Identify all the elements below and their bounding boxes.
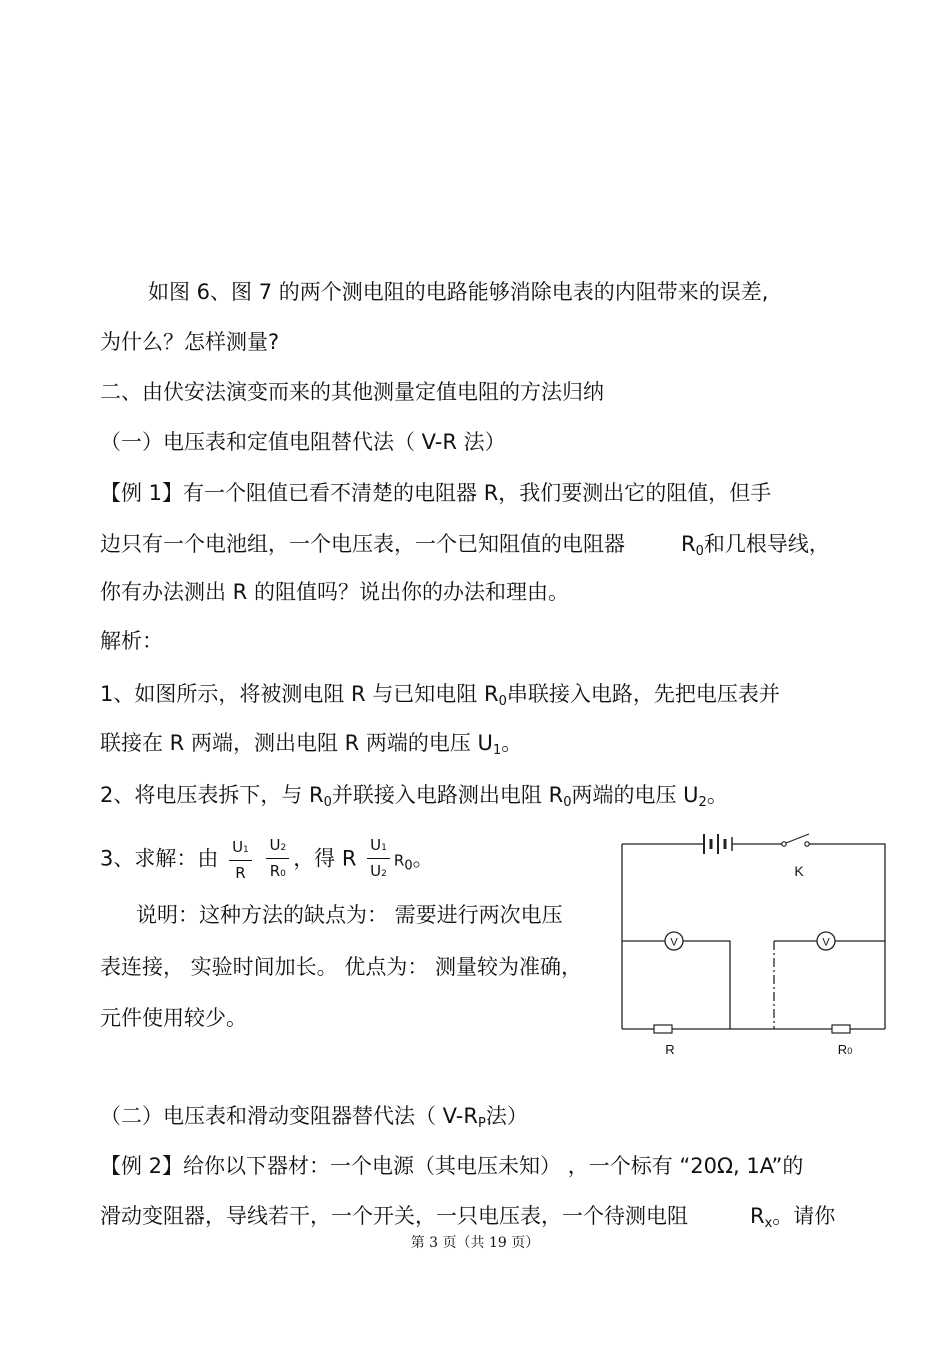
method2-heading: （二）电压表和滑动变阻器替代法（ $V-R_P$法） [100,1104,528,1131]
note-line2: 表连接， 实验时间加长。 优点为： 测量较为准确， [100,955,583,979]
analysis-step2: 2、将电压表拆下，与 $R_0$并联接入电路测出电阻 $R_0$两端的电压 $U_2$。 [100,783,728,810]
resistor-r0-icon [832,1025,850,1033]
battery-icon [704,834,732,854]
analysis-step1-line2: 联接在 R 两端，测出电阻 R 两端的电压 $U_1$。 [100,731,523,758]
example1-line3: 你有办法测出 R 的阻值吗？说出你的办法和理由。 [100,580,569,604]
method1-heading: （一）电压表和定值电阻替代法（ V-R 法） [100,430,506,454]
fraction-u1-over-r: $\frac{U1}{R}$ [229,838,252,882]
fraction-u2-over-r0: $\frac{U2}{R0}$ [266,836,289,883]
svg-text:V: V [670,936,678,949]
note-line3: 元件使用较少。 [100,1006,247,1030]
switch-icon [782,834,809,846]
para1-line2: 为什么？怎样测量? [100,330,280,354]
example1-line1: 【例 1】有一个阻值已看不清楚的电阻器 R，我们要测出它的阻值，但手 [100,481,772,505]
resistor-r-icon [654,1025,672,1033]
para1-line1: 如图 6、图 7 的两个测电阻的电路能够消除电表的内阻带来的误差, [148,280,769,304]
fraction-u1-over-u2: $\frac{U1}{U2}$ [367,836,390,883]
circuit-diagram [612,828,902,1068]
resistor-r0-label: R0 [837,1042,853,1057]
switch-label: K [794,863,804,879]
voltmeter-left-icon [665,932,683,950]
section2-heading: 二、由伏安法演变而来的其他测量定值电阻的方法归纳 [100,380,604,404]
page-footer: 第 3 页（共 19 页） [410,1235,540,1251]
note-line1: 说明：这种方法的缺点为： 需要进行两次电压 [136,903,563,927]
example2-line2: 滑动变阻器，导线若干，一个开关，一只电压表，一个待测电阻 $R_x$。请你 [100,1204,836,1231]
voltmeter-right-icon [817,932,835,950]
svg-text:V: V [822,936,830,949]
analysis-label: 解析： [100,629,163,653]
analysis-step1-line1: 1、如图所示，将被测电阻 R 与已知电阻 $R_0$串联接入电路，先把电压表并 [100,682,780,709]
analysis-step3: 3、求解：由 $\frac{U1}{R}$ $\frac{U2}{R0}$ ，得 R $\frac{U1}{U2}$ $R_0$。 [100,836,434,882]
example2-line1: 【例 2】给你以下器材：一个电源（其电压未知） ，一个标有 “20Ω, 1A”的 [100,1154,804,1178]
resistor-r-label: R [665,1042,675,1057]
example1-line2: 边只有一个电池组，一个电压表，一个已知阻值的电阻器 $R_0$和几根导线， [100,532,830,559]
